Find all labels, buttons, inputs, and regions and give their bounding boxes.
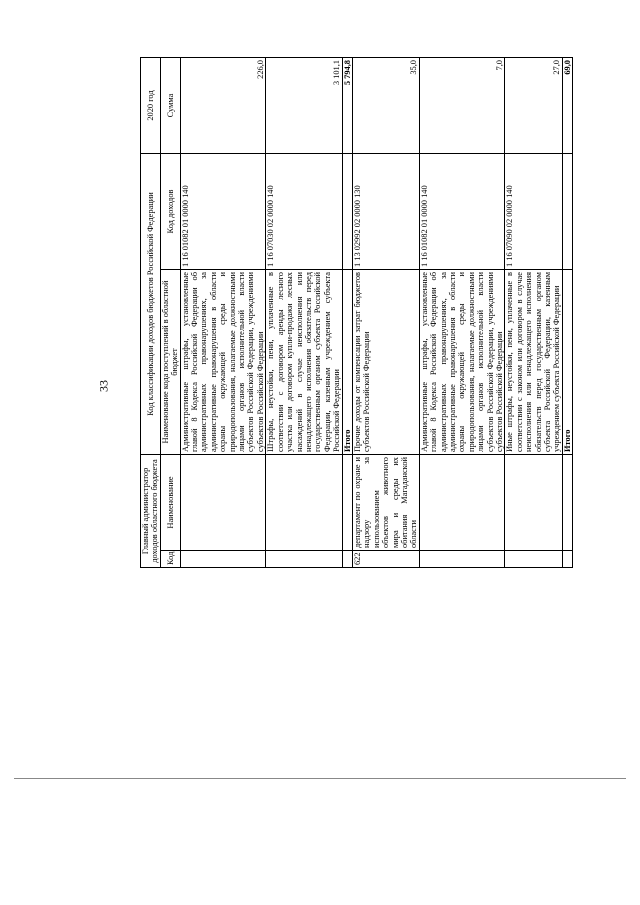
row-admin-code [180,551,266,568]
table-row [266,58,342,568]
row-admin-code: 622 [352,551,419,568]
row-revenue-name: Иные штрафы, неустойки, пени, уплаченные в соответствии с законом или договором в случае неисполнения или ненадлежащего исполнения обязательств перед государственным органом субъекта Российской Федерации, казенным учреждением субъекта Российской Федерации [505,270,562,455]
header-code: Код [160,551,180,568]
row-admin-name [266,455,342,551]
rotated-table-wrapper [140,58,572,568]
row-revenue-name: Штрафы, неустойки, пени, уплаченные в соответствии с договором аренды лесного участка или договором купли-продажи лесных насаждений в случае неисполнения или ненадлежащего исполнения обязательств перед государственным органом субъекта Российской Федерации, казенным учреждением субъекта Российской Федерации [266,270,342,455]
row-revenue-code: 1 13 02992 02 0000 130 [352,154,419,270]
row-admin-name [419,455,505,551]
row-amount: 27,0 [505,58,562,154]
row-admin-code [266,551,342,568]
header-classification-group: Код классификации доходов бюджетов Российской Федерации [141,154,161,455]
table-row [505,58,562,568]
header-revenue-code: Код доходов [160,154,180,270]
row-revenue-name: Административные штрафы, установленные главой 8 Кодекса Российской Федерации об административных правонарушениях, за административные правонарушения в области охраны окружающей среды и природопользования, налагаемые должностными лицами органов исполнительной власти субъектов Российской Федерации, учреждениями субъектов Российской Федерации [180,270,266,455]
row-amount: 35,0 [352,58,419,154]
row-revenue-code [342,154,352,270]
header-admin-name: Наименование [160,455,180,551]
budget-revenue-table [140,57,573,568]
table-row-total [342,58,352,568]
row-admin-code [562,551,572,568]
row-revenue-code: 1 16 01082 01 0000 140 [419,154,505,270]
table-row-total [562,58,572,568]
row-admin-code [419,551,505,568]
row-amount: 7,0 [419,58,505,154]
header-amount: Сумма [160,58,180,154]
page-divider-line [14,778,626,779]
header-year: 2020 год [141,58,161,154]
row-admin-name [342,455,352,551]
row-total-label: Итого [342,270,352,455]
row-amount: 3 101,1 [266,58,342,154]
row-total-amount: 5 794,8 [342,58,352,154]
row-total-label: Итого [562,270,572,455]
row-revenue-name: Прочие доходы от компенсации затрат бюджетов субъектов Российской Федерации [352,270,419,455]
table-row [419,58,505,568]
row-revenue-code: 1 16 07030 02 0000 140 [266,154,342,270]
row-revenue-code [562,154,572,270]
row-admin-code [505,551,562,568]
row-admin-name [562,455,572,551]
row-revenue-name: Административные штрафы, установленные главой 8 Кодекса Российской Федерации об административных правонарушениях, за административные правонарушения в области охраны окружающей среды и природопользования, налагаемые должностными лицами органов исполнительной власти субъектов Российской Федерации, учреждениями субъектов Российской Федерации [419,270,505,455]
row-amount: 226,0 [180,58,266,154]
row-admin-name: департамент по охране и надзору за использованием объектов животного мира и среды их обитания Магаданской области [352,455,419,551]
row-admin-name [505,455,562,551]
header-admin-group: Главный администратор доходов областного бюджета [141,455,161,568]
row-revenue-code: 1 16 07090 02 0000 140 [505,154,562,270]
row-admin-name [180,455,266,551]
row-admin-code [342,551,352,568]
row-total-amount: 69,0 [562,58,572,154]
header-revenue-name: Наименование кода поступлений в областной бюджет [160,270,180,455]
page-number: 33 [96,380,111,392]
table-row [180,58,266,568]
row-revenue-code: 1 16 01082 01 0000 140 [180,154,266,270]
table-row [352,58,419,568]
